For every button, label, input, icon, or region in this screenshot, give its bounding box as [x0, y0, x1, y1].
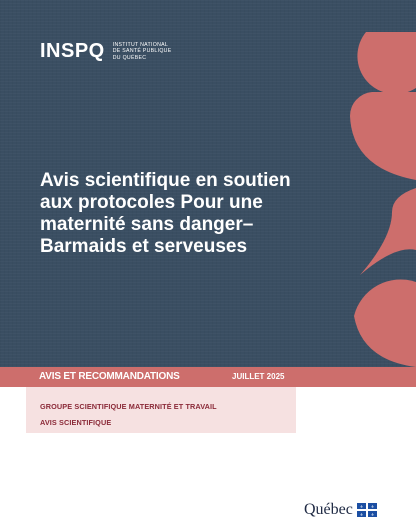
title-line-3: maternité sans danger–: [40, 214, 254, 235]
svg-text:⚜: ⚜: [370, 512, 375, 517]
title-line-1: Avis scientifique en soutien: [40, 170, 291, 191]
title-line-2: aux protocoles Pour une: [40, 192, 263, 213]
scientific-group: GROUPE SCIENTIFIQUE MATERNITÉ ET TRAVAIL: [40, 402, 217, 411]
logo-subtitle-line-1: INSTITUT NATIONAL: [112, 42, 169, 48]
quebec-logo[interactable]: [304, 502, 377, 518]
svg-text:⚜: ⚜: [370, 504, 375, 509]
title-line-4: Barmaids et serveuses: [40, 236, 248, 257]
logo-mark: INSPQ: [40, 40, 105, 62]
svg-text:⚜: ⚜: [359, 504, 364, 509]
teardrop-shape-bottom: [354, 279, 416, 367]
publication-date: JUILLET 2025: [232, 372, 285, 381]
info-box: [26, 387, 296, 433]
document-type: AVIS SCIENTIFIQUE: [40, 418, 112, 427]
svg-text:⚜: ⚜: [359, 512, 364, 517]
logo-subtitle-line-3: DU QUÉBEC: [112, 54, 147, 61]
quebec-flag-icon: [357, 503, 377, 517]
category-label: AVIS ET RECOMMANDATIONS: [39, 371, 180, 382]
document-title: [40, 170, 300, 258]
category-band: [0, 367, 416, 387]
leaf-shape-middle: [350, 92, 416, 180]
triangle-shape: [360, 188, 416, 275]
quebec-wordmark: Québec: [304, 501, 353, 518]
logo-subtitle-line-2: DE SANTÉ PUBLIQUE: [112, 48, 172, 55]
semicircle-shape-top: [357, 32, 416, 94]
